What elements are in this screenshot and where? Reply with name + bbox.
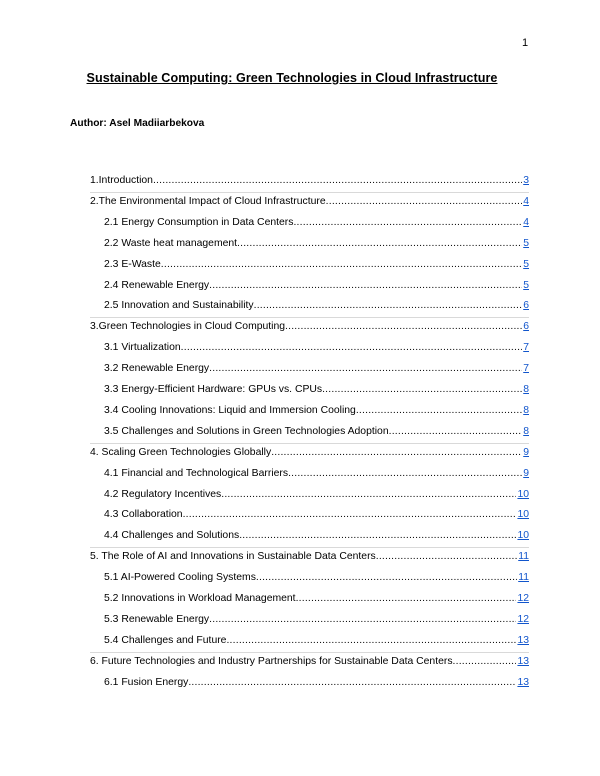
toc-entry-label: 5.4 Challenges and Future <box>104 634 227 646</box>
toc-entry[interactable] <box>104 569 529 587</box>
toc-entry[interactable] <box>104 486 529 504</box>
toc-entry-label: 4.1 Financial and Technological Barriers <box>104 467 289 479</box>
toc-dot-leader <box>209 277 522 295</box>
toc-entry-label: 1.Introduction <box>90 175 153 186</box>
document-title: Sustainable Computing: Green Technologies in Cloud Infrastructure <box>86 71 498 85</box>
toc-page-link[interactable]: 11 <box>518 572 529 584</box>
toc-entry[interactable] <box>104 235 529 253</box>
toc-entry-label: 2.2 Waste heat management <box>104 237 238 249</box>
toc-dot-leader <box>161 256 522 274</box>
toc-dot-leader <box>153 172 522 190</box>
toc-entry-label: 6.1 Fusion Energy <box>104 676 189 688</box>
page-number: 1 <box>522 37 529 49</box>
toc-entry[interactable] <box>104 423 529 441</box>
toc-page-link[interactable]: 13 <box>517 655 529 667</box>
toc-entry-label: 4.3 Collaboration <box>104 509 183 521</box>
toc-entry-label: 5.1 AI-Powered Cooling Systems <box>104 572 256 584</box>
toc-entry[interactable] <box>104 297 529 315</box>
toc-entry[interactable] <box>104 632 529 650</box>
toc-page-link[interactable]: 9 <box>523 467 529 479</box>
toc-dot-leader <box>293 214 522 232</box>
toc-dot-leader <box>271 444 522 462</box>
toc-entry[interactable] <box>90 318 529 336</box>
toc-entry[interactable] <box>90 548 529 566</box>
toc-entry-label: 2.The Environmental Impact of Cloud Infrastructure <box>90 195 326 207</box>
toc-dot-leader <box>188 674 516 692</box>
author-line: Author: Asel Madiiarbekova <box>70 118 205 129</box>
toc-entry-label: 4.2 Regulatory Incentives <box>104 488 222 500</box>
toc-entry[interactable] <box>104 277 529 295</box>
toc-page-link[interactable]: 9 <box>523 446 529 458</box>
toc-page-link[interactable]: 13 <box>517 634 529 646</box>
toc-page-link[interactable]: 6 <box>523 321 529 333</box>
toc-dot-leader <box>288 465 522 483</box>
toc-entry[interactable] <box>104 256 529 274</box>
toc-dot-leader <box>239 527 516 545</box>
toc-page-link[interactable]: 13 <box>517 676 529 688</box>
toc-entry[interactable] <box>104 527 529 545</box>
toc-entry-label: 3.2 Renewable Energy <box>104 363 210 375</box>
toc-page-link[interactable]: 10 <box>517 530 529 542</box>
toc-entry-label: 2.4 Renewable Energy <box>104 279 210 291</box>
section-divider <box>90 547 529 548</box>
toc-page-link[interactable]: 6 <box>523 300 529 312</box>
toc-page-link[interactable]: 8 <box>523 404 529 416</box>
toc-dot-leader <box>376 548 517 566</box>
toc-entry[interactable] <box>104 360 529 378</box>
toc-entry[interactable] <box>104 402 529 420</box>
toc-page-link[interactable]: 10 <box>517 509 529 521</box>
toc-entry[interactable] <box>104 339 529 357</box>
toc-page-link[interactable]: 12 <box>517 593 529 604</box>
toc-dot-leader <box>256 569 517 587</box>
toc-page-link[interactable]: 4 <box>523 216 529 228</box>
toc-page-link[interactable]: 8 <box>523 384 529 395</box>
toc-page-link[interactable]: 11 <box>518 551 529 563</box>
toc-entry-label: 4.4 Challenges and Solutions <box>104 530 240 542</box>
toc-dot-leader <box>183 506 517 524</box>
toc-dot-leader <box>322 381 522 399</box>
toc-dot-leader <box>254 297 523 315</box>
toc-entry[interactable] <box>104 506 529 524</box>
toc-entry[interactable] <box>104 674 529 692</box>
toc-dot-leader <box>326 193 523 211</box>
toc-entry-label: 3.4 Cooling Innovations: Liquid and Immersion Cooling <box>104 404 356 416</box>
toc-dot-leader <box>226 632 516 650</box>
toc-entry[interactable] <box>90 444 529 462</box>
toc-entry[interactable] <box>90 193 529 211</box>
toc-entry-label: 3.1 Virtualization <box>104 342 181 354</box>
toc-entry-label: 3.3 Energy-Efficient Hardware: GPUs vs. CPUs <box>104 384 323 395</box>
section-divider <box>90 443 529 444</box>
toc-entry-label: 5.3 Renewable Energy <box>104 613 210 625</box>
toc-entry-label: 5.2 Innovations in Workload Management <box>104 593 296 604</box>
toc-entry[interactable] <box>90 653 529 671</box>
toc-page-link[interactable]: 7 <box>523 342 529 354</box>
toc-entry-label: 2.3 E-Waste <box>104 258 161 270</box>
toc-dot-leader <box>209 360 522 378</box>
toc-dot-leader <box>389 423 523 441</box>
toc-entry-label: 4. Scaling Green Technologies Globally <box>90 446 272 458</box>
toc-entry[interactable] <box>104 590 529 608</box>
section-divider <box>90 317 529 318</box>
toc-entry[interactable] <box>90 172 529 190</box>
toc-dot-leader <box>181 339 523 357</box>
section-divider <box>90 652 529 653</box>
toc-entry[interactable] <box>104 611 529 629</box>
toc-dot-leader <box>221 486 516 504</box>
toc-dot-leader <box>285 318 522 336</box>
toc-entry[interactable] <box>104 465 529 483</box>
toc-page-link[interactable]: 3 <box>523 175 529 186</box>
toc-entry-label: 6. Future Technologies and Industry Partnerships for Sustainable Data Centers <box>90 655 453 667</box>
toc-page-link[interactable]: 5 <box>523 258 529 270</box>
toc-page-link[interactable]: 4 <box>523 195 529 207</box>
toc-page-link[interactable]: 7 <box>523 363 529 375</box>
toc-page-link[interactable]: 5 <box>523 237 529 249</box>
toc-entry-label: 3.Green Technologies in Cloud Computing <box>90 321 286 333</box>
toc-page-link[interactable]: 12 <box>517 613 529 625</box>
toc-entry-label: 2.1 Energy Consumption in Data Centers <box>104 216 294 228</box>
toc-entry-label: 2.5 Innovation and Sustainability <box>104 300 254 312</box>
toc-entry[interactable] <box>104 381 529 399</box>
toc-entry-label: 3.5 Challenges and Solutions in Green Technologies Adoption <box>104 425 389 437</box>
toc-page-link[interactable]: 8 <box>523 425 529 437</box>
toc-entry-label: 5. The Role of AI and Innovations in Sustainable Data Centers <box>90 551 376 563</box>
toc-dot-leader <box>209 611 516 629</box>
toc-dot-leader <box>296 590 517 608</box>
toc-dot-leader <box>356 402 522 420</box>
section-divider <box>90 192 529 193</box>
toc-dot-leader <box>237 235 522 253</box>
toc-dot-leader <box>453 653 517 671</box>
toc-page-link[interactable]: 5 <box>523 279 529 291</box>
toc-page-link[interactable]: 10 <box>517 488 529 500</box>
toc-entry[interactable] <box>104 214 529 232</box>
